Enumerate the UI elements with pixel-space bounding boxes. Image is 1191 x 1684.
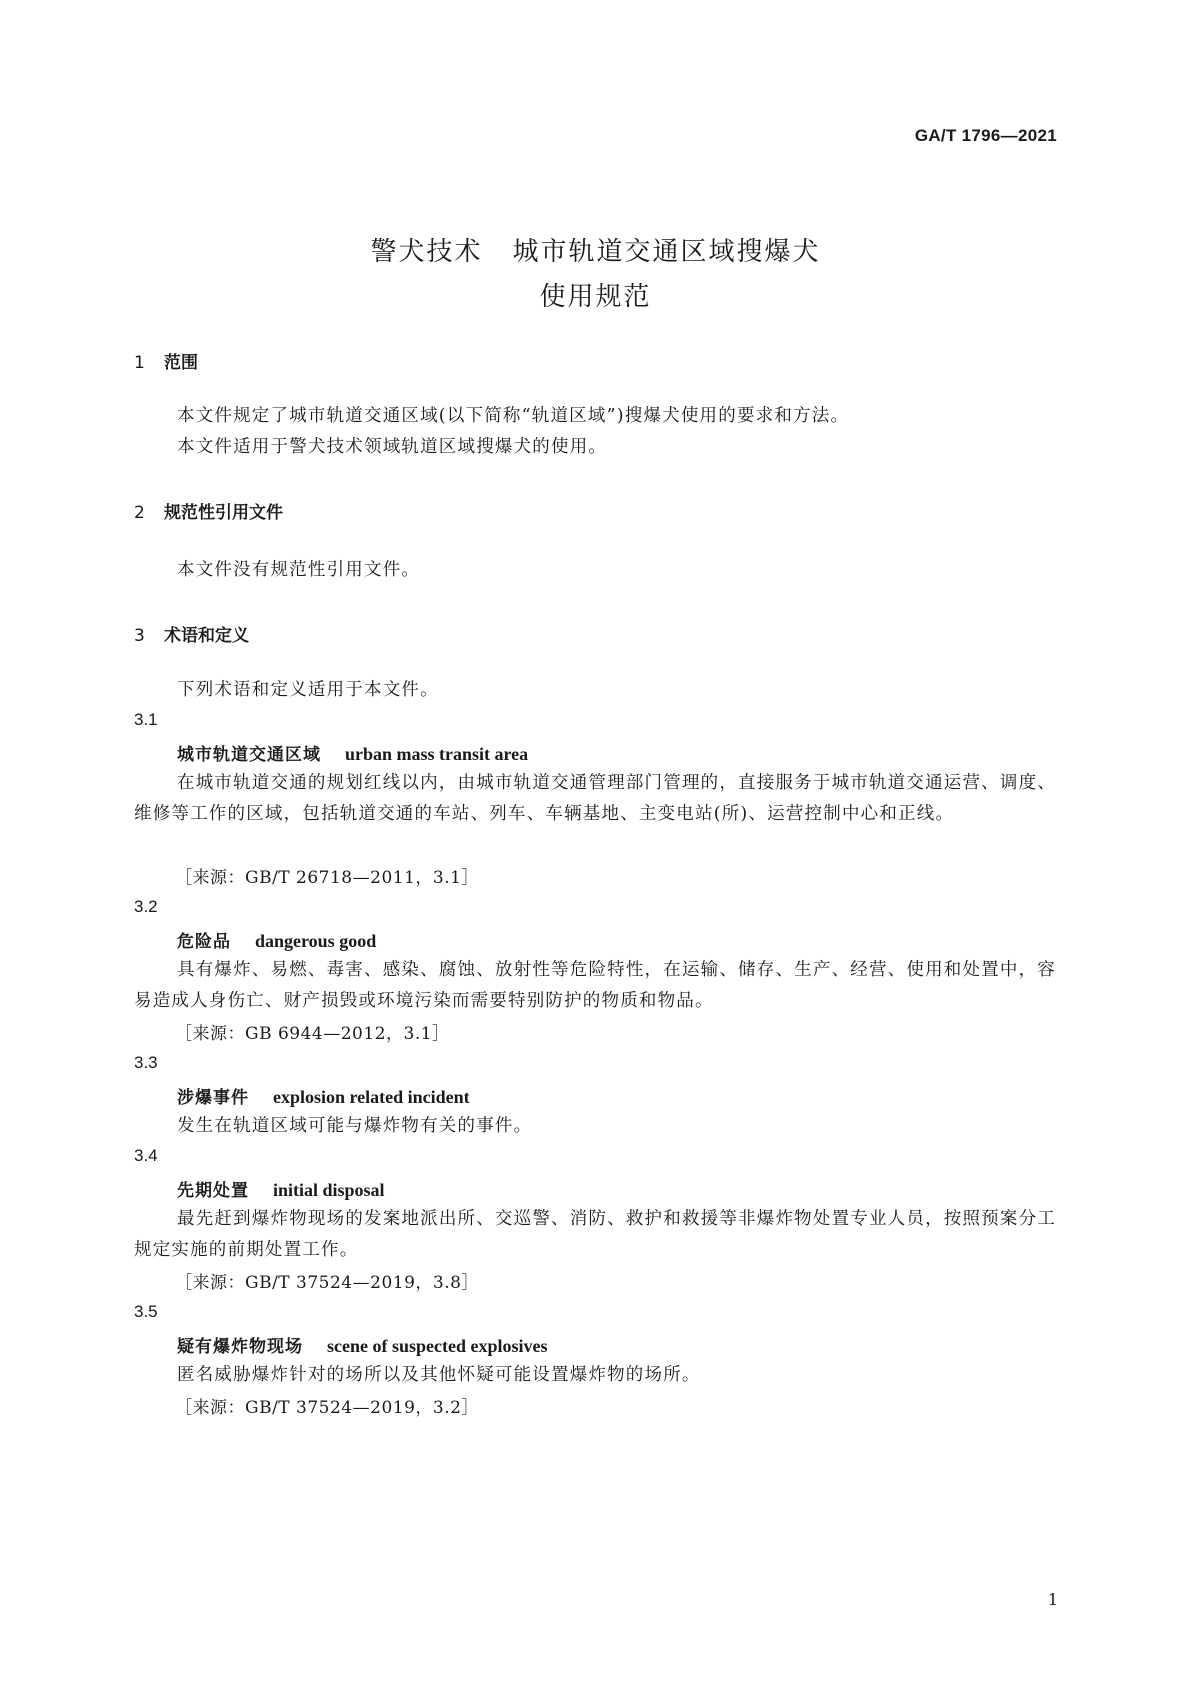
section-3-heading — [134, 621, 249, 646]
term-chinese: 城市轨道交通区域 — [177, 745, 321, 765]
section-2-paragraph-1: 本文件没有规范性引用文件。 — [177, 560, 421, 580]
term-heading — [177, 1332, 547, 1357]
term-source: ［来源：GB/T 37524—2019，3.2］ — [175, 1398, 479, 1418]
term-number: 3.4 — [134, 1146, 158, 1165]
term-heading — [177, 1083, 470, 1108]
title-part-2: 城市轨道交通区域搜爆犬 — [512, 237, 821, 267]
document-title-line-2: 使用规范 — [539, 282, 652, 312]
section-1-paragraph-2: 本文件适用于警犬技术领域轨道区域搜爆犬的使用。 — [177, 437, 608, 457]
section-number: 1 — [134, 353, 145, 373]
term-source: ［来源：GB/T 26718—2011，3.1］ — [175, 868, 479, 888]
term-definition: 发生在轨道区域可能与爆炸物有关的事件。 — [177, 1116, 533, 1136]
term-number: 3.1 — [134, 710, 158, 729]
term-source: ［来源：GB 6944—2012，3.1］ — [175, 1024, 450, 1044]
term-english: explosion related incident — [273, 1087, 470, 1107]
term-chinese: 危险品 — [177, 932, 231, 952]
term-chinese: 涉爆事件 — [177, 1088, 249, 1108]
section-number: 3 — [134, 626, 145, 646]
term-heading — [177, 1176, 385, 1201]
term-english: dangerous good — [255, 931, 377, 951]
section-number: 2 — [134, 503, 145, 523]
section-1-heading — [134, 348, 198, 373]
term-number: 3.5 — [134, 1302, 158, 1321]
term-english: urban mass transit area — [345, 744, 529, 764]
term-definition: 具有爆炸、易燃、毒害、感染、腐蚀、放射性等危险特性，在运输、储存、生产、经营、使用和处置中，容易造成人身伤亡、财产损毁或环境污染而需要特别防护的物质和物品。 — [134, 960, 1056, 1011]
term-number: 3.2 — [134, 897, 158, 916]
term-definition: 匿名威胁爆炸针对的场所以及其他怀疑可能设置爆炸物的场所。 — [177, 1365, 701, 1385]
section-title: 范围 — [164, 353, 198, 373]
page-number: 1 — [1047, 1590, 1058, 1609]
title-part-1: 警犬技术 — [370, 237, 483, 267]
term-definition: 最先赶到爆炸物现场的发案地派出所、交巡警、消防、救护和救援等非爆炸物处置专业人员，按照预案分工规定实施的前期处置工作。 — [134, 1209, 1056, 1260]
term-definition: 在城市轨道交通的规划红线以内，由城市轨道交通管理部门管理的，直接服务于城市轨道交通运营、调度、维修等工作的区域，包括轨道交通的车站、列车、车辆基地、主变电站(所)、运营控制中心和正线。 — [134, 773, 1056, 824]
term-source: ［来源：GB/T 37524—2019，3.8］ — [175, 1273, 479, 1293]
term-number: 3.3 — [134, 1053, 158, 1072]
section-title: 术语和定义 — [164, 626, 249, 646]
term-heading — [177, 927, 376, 952]
document-code: GA/T 1796—2021 — [914, 126, 1057, 145]
document-title-line-1 — [0, 231, 1191, 268]
term-chinese: 疑有爆炸物现场 — [177, 1337, 303, 1357]
section-1-paragraph-1: 本文件规定了城市轨道交通区域(以下简称“轨道区域”)搜爆犬使用的要求和方法。 — [177, 406, 850, 426]
section-title: 规范性引用文件 — [164, 503, 283, 523]
section-2-heading — [134, 498, 283, 523]
term-english: initial disposal — [273, 1180, 385, 1200]
term-heading — [177, 740, 528, 765]
section-3-intro: 下列术语和定义适用于本文件。 — [177, 680, 439, 700]
term-english: scene of suspected explosives — [327, 1336, 548, 1356]
term-chinese: 先期处置 — [177, 1181, 249, 1201]
